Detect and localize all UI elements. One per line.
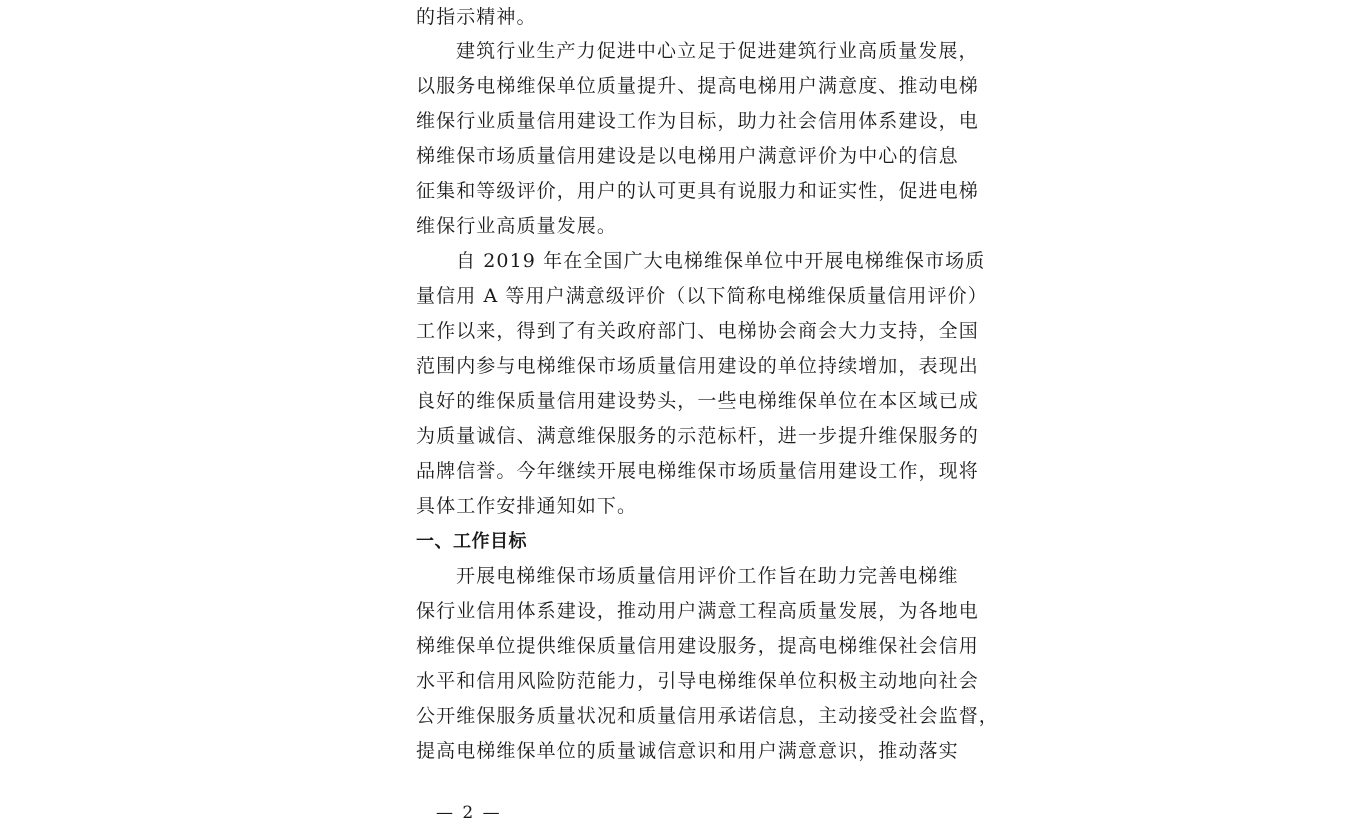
page-number: — 2 — <box>436 803 502 823</box>
text-line: 公开维保服务质量状况和质量信用承诺信息，主动接受社会监督， <box>416 705 999 727</box>
text-line: 为质量诚信、满意维保服务的示范标杆，进一步提升维保服务的 <box>416 425 979 447</box>
section-heading: 一、工作目标 <box>416 531 527 552</box>
text-line: 梯维保市场质量信用建设是以电梯用户满意评价为中心的信息 <box>416 145 959 167</box>
text-line: 以服务电梯维保单位质量提升、提高电梯用户满意度、推动电梯 <box>416 75 979 97</box>
text-line: 维保行业质量信用建设工作为目标，助力社会信用体系建设，电 <box>416 110 979 132</box>
text-line: 的指示精神。 <box>416 6 537 28</box>
text-line: 范围内参与电梯维保市场质量信用建设的单位持续增加，表现出 <box>416 355 979 377</box>
text-line: 征集和等级评价，用户的认可更具有说服力和证实性，促进电梯 <box>416 180 979 202</box>
text-line: 工作以来，得到了有关政府部门、电梯协会商会大力支持，全国 <box>416 320 979 342</box>
text-line: 保行业信用体系建设，推动用户满意工程高质量发展，为各地电 <box>416 600 979 622</box>
text-line: 水平和信用风险防范能力，引导电梯维保单位积极主动地向社会 <box>416 670 979 692</box>
text-line: 维保行业高质量发展。 <box>416 215 618 237</box>
text-line: 量信用 A 等用户满意级评价（以下简称电梯维保质量信用评价） <box>416 285 988 307</box>
text-line: 具体工作安排通知如下。 <box>416 495 638 517</box>
text-line: 良好的维保质量信用建设势头，一些电梯维保单位在本区域已成 <box>416 390 979 412</box>
paragraph-first-line: 开展电梯维保市场质量信用评价工作旨在助力完善电梯维 <box>456 565 959 587</box>
text-line: 品牌信誉。今年继续开展电梯维保市场质量信用建设工作，现将 <box>416 460 979 482</box>
text-line: 梯维保单位提供维保质量信用建设服务，提高电梯维保社会信用 <box>416 635 979 657</box>
text-line: 提高电梯维保单位的质量诚信意识和用户满意意识，推动落实 <box>416 740 959 762</box>
paragraph-first-line: 自 2019 年在全国广大电梯维保单位中开展电梯维保市场质 <box>456 250 986 272</box>
paragraph-first-line: 建筑行业生产力促进中心立足于促进建筑行业高质量发展， <box>456 40 979 62</box>
